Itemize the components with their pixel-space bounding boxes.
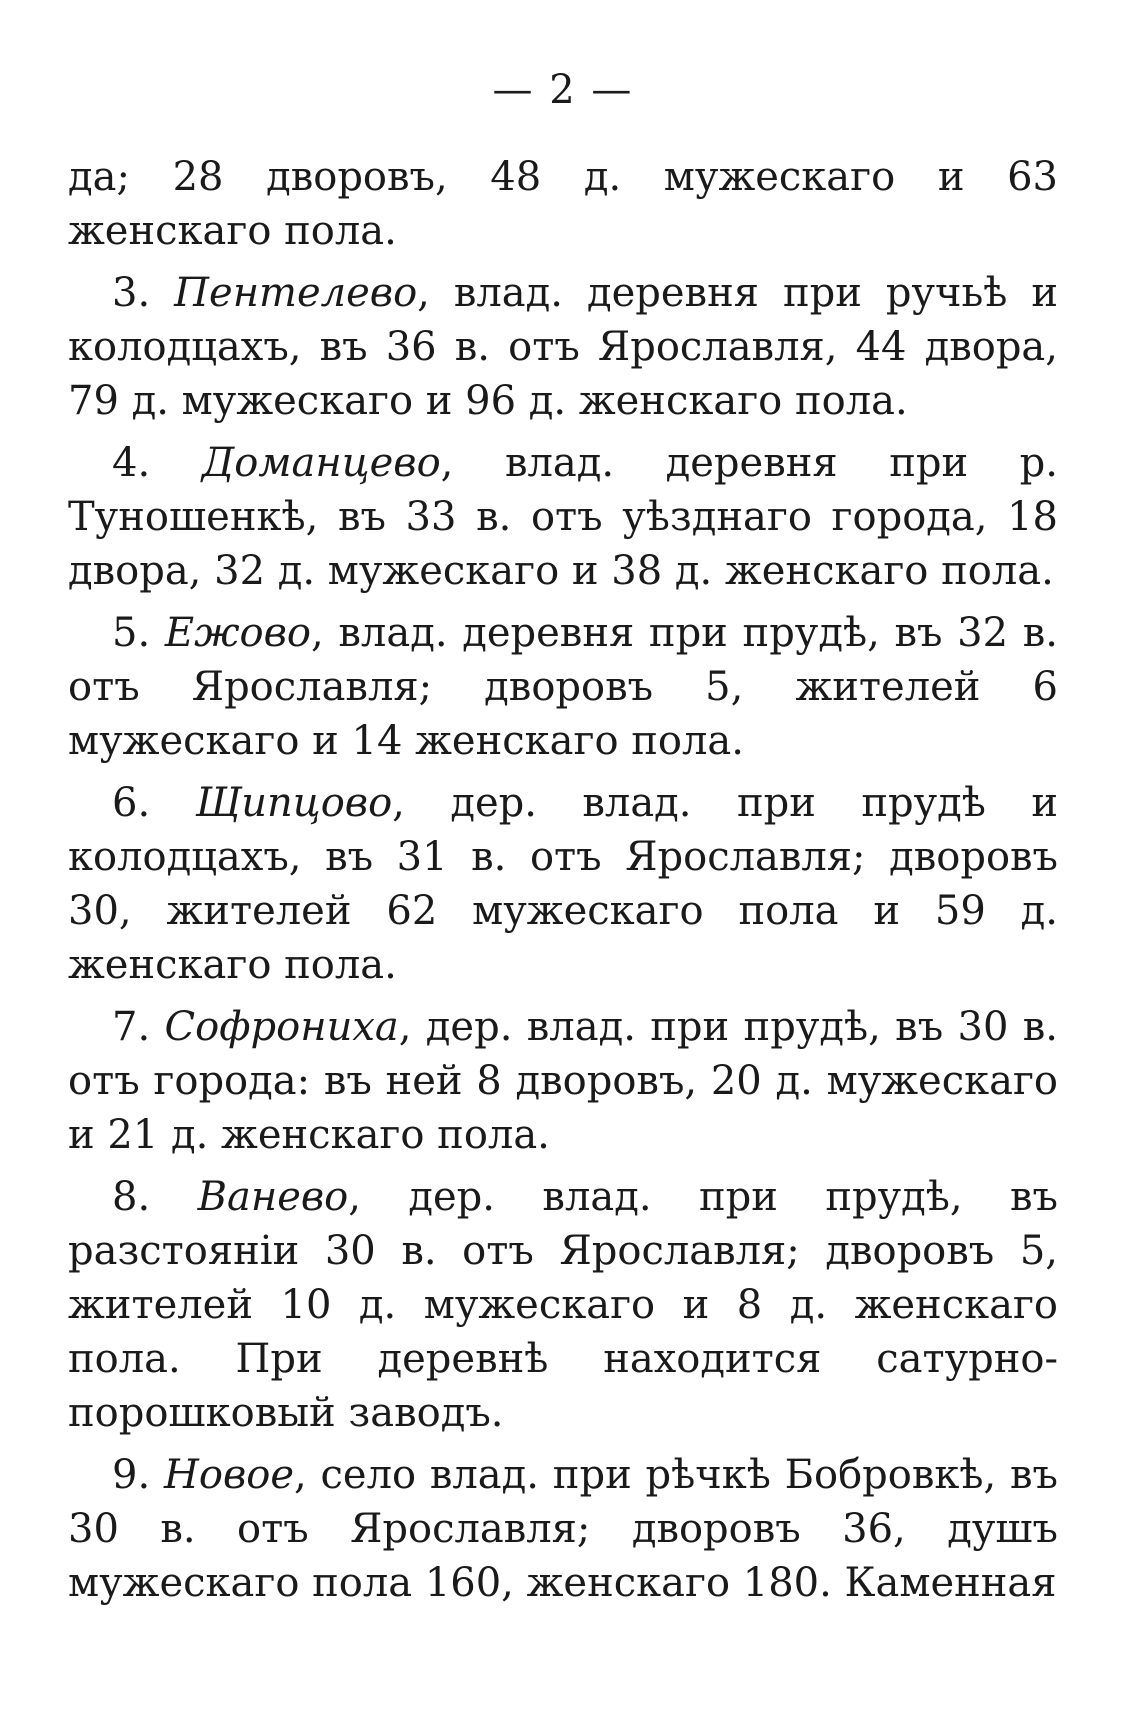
page-number: — 2 — [492, 67, 634, 113]
entry-text: , влад. деревня при ручьѣ и колодцахъ, въ 36 в. отъ Ярославля, 44 двора, 79 д. мужескаго и 96 д. женскаго пола. [68, 270, 1058, 424]
entry-3 [68, 266, 1058, 428]
place-name: Ежово [164, 610, 311, 656]
entry-8 [68, 1170, 1058, 1440]
place-name: Пентелево [174, 270, 418, 316]
entry-number: 9. [112, 1452, 151, 1498]
entry-text: , влад. деревня при р. Туношенкѣ, въ 33 в. отъ уѣзднаго города, 18 двора, 32 д. мужескаго и 38 д. женскаго пола. [68, 440, 1059, 594]
entry-number: 5. [112, 610, 151, 656]
entry-9 [68, 1448, 1058, 1610]
entry-number: 4. [112, 440, 151, 486]
place-name: Доманцево [201, 440, 441, 486]
document-page [68, 60, 1058, 1618]
entry-number: 3. [112, 270, 151, 316]
entry-7 [68, 1000, 1058, 1162]
entry-number: 7. [112, 1004, 151, 1050]
place-name: Щипцово [195, 780, 393, 826]
place-name: Новое [163, 1452, 294, 1498]
entry-number: 6. [112, 780, 151, 826]
entry-text: , дер. влад. при прудѣ, въ 30 в. отъ города: въ ней 8 дворовъ, 20 д. мужескаго и 21 д. женскаго пола. [68, 1004, 1058, 1158]
entry-number: 8. [112, 1174, 151, 1220]
entry-6 [68, 776, 1058, 992]
entry-text: , дер. влад. при прудѣ и колодцахъ, въ 31 в. отъ Ярославля; дворовъ 30, жителей 62 мужескаго пола и 59 д. женскаго пола. [68, 780, 1058, 988]
entry-4 [68, 436, 1058, 598]
continuation-paragraph: да; 28 дворовъ, 48 д. мужескаго и 63 женскаго пола. [68, 154, 1058, 254]
entry-text: , влад. деревня при прудѣ, въ 32 в. отъ Ярославля; дворовъ 5, жителей 6 мужескаго и 14 женскаго пола. [68, 610, 1059, 764]
entry-5 [68, 606, 1058, 768]
entry-text: , село влад. при рѣчкѣ Бобровкѣ, въ 30 в. отъ Ярославля; дворовъ 36, душъ мужескаго пола 160, женскаго 180. Каменная [68, 1452, 1059, 1606]
place-name: Ванево [197, 1174, 349, 1220]
entry-text: , дер. влад. при прудѣ, въ разстояніи 30 в. отъ Ярославля; дворовъ 5, жителей 10 д. мужескаго и 8 д. женскаго пола. При деревнѣ находится сатурно-порошковый заводъ. [68, 1174, 1058, 1436]
place-name: Софрониха [164, 1004, 399, 1050]
